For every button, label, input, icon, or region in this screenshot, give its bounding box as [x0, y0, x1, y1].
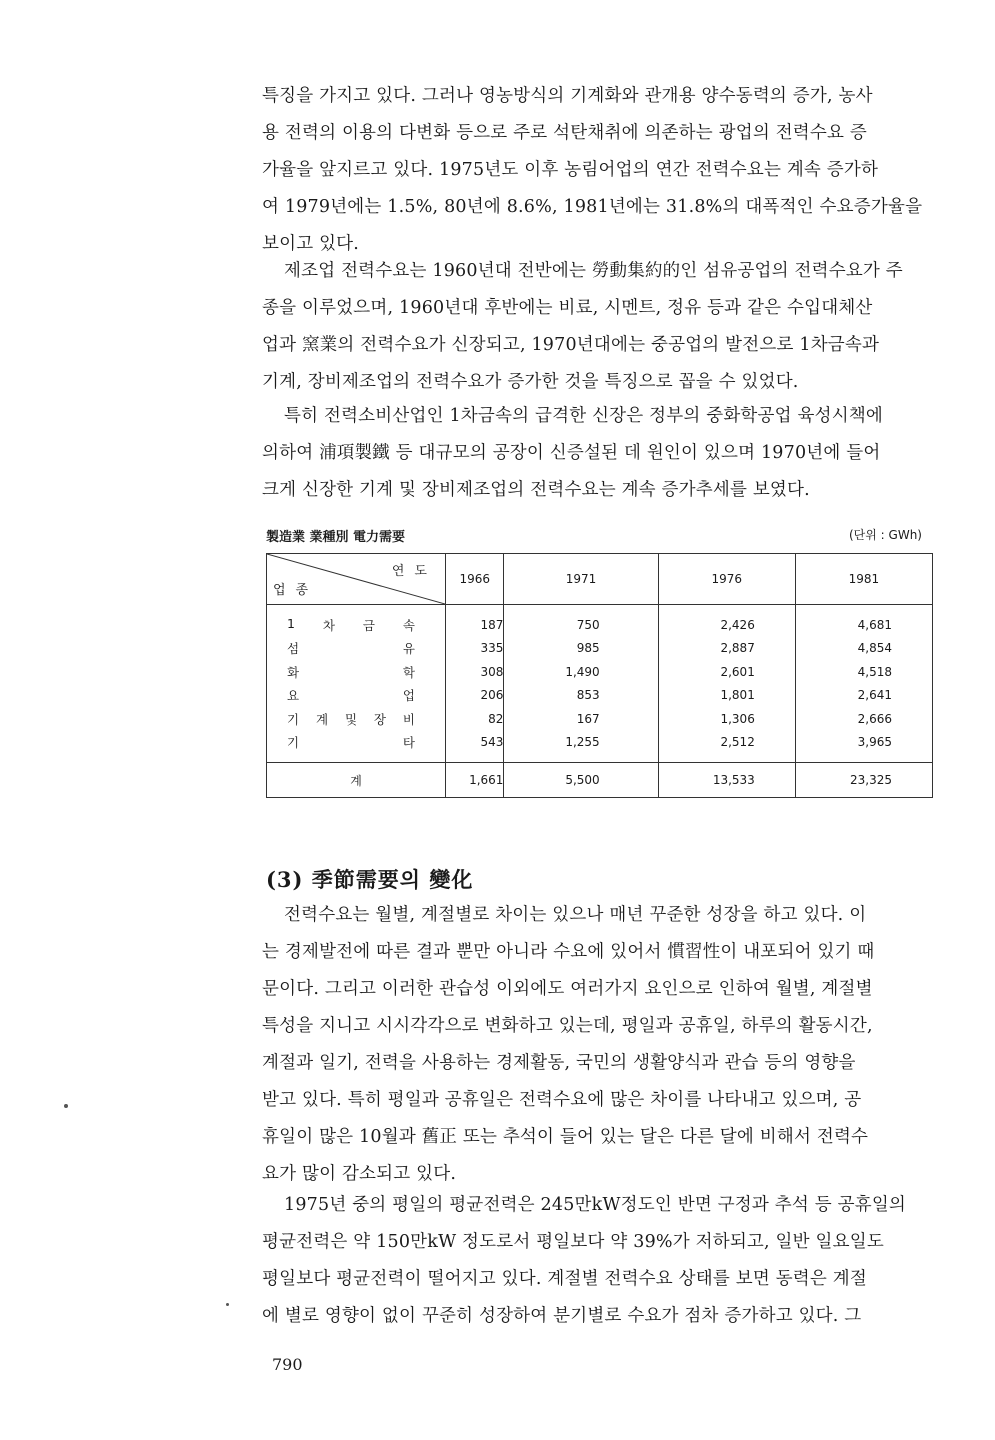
value-cell: 4,518 [795, 660, 932, 684]
text-line: 는 경제발전에 따른 결과 뿐만 아니라 수요에 있어서 慣習性이 내포되어 있기 때 [262, 942, 875, 962]
table-caption [266, 524, 932, 546]
power-demand-table [266, 553, 933, 798]
text-line: 여 1979년에는 1.5%, 80년에 8.6%, 1981년에는 31.8%의 대폭적인 수요증가율을 [262, 197, 923, 217]
total-cell: 13,533 [658, 763, 795, 798]
text-line: 에 별로 영향이 없이 꾸준히 성장하여 분기별로 수요가 점차 증가하고 있다. 그 [262, 1306, 862, 1326]
industry-label [267, 639, 445, 657]
paragraph-agriculture [262, 78, 938, 263]
page-number: 790 [272, 1355, 303, 1374]
label-char: 및 [344, 711, 358, 727]
table-row [267, 731, 933, 763]
label-char: 섬 [287, 641, 300, 657]
text-line: 1975년 중의 평일의 평균전력은 245만kW정도인 반면 구정과 추석 등 공휴일의 [284, 1195, 907, 1215]
industry-label [267, 616, 445, 634]
value-cell: 4,854 [795, 637, 932, 661]
text-line: 특성을 지니고 시시각각으로 변화하고 있는데, 평일과 공휴일, 하루의 활동시간, [262, 1016, 873, 1036]
text-line: 전력수요는 월별, 계절별로 차이는 있으나 매년 꾸준한 성장을 하고 있다. 이 [284, 905, 867, 925]
paragraph-1975 [262, 1187, 938, 1335]
corner-industry-label: 업종 [273, 583, 319, 598]
text-line: 받고 있다. 특히 평일과 공휴일은 전력수요에 많은 차이를 나타내고 있으며, 공 [262, 1090, 862, 1110]
value-cell: 2,666 [795, 707, 932, 731]
text-line: 종을 이루었으며, 1960년대 후반에는 비료, 시멘트, 정유 등과 같은 수입대체산 [262, 298, 873, 318]
industry-label-cell [267, 731, 446, 763]
text-line: 크게 신장한 기계 및 장비제조업의 전력수요는 계속 증가추세를 보였다. [262, 480, 810, 500]
text-line: 요가 많이 감소되고 있다. [262, 1164, 457, 1184]
industry-label-cell [267, 660, 446, 684]
scan-speck [64, 1104, 68, 1108]
value-cell: 2,641 [795, 684, 932, 708]
scan-speck [226, 1303, 229, 1306]
text-line: 계절과 일기, 전력을 사용하는 경제활동, 국민의 생활양식과 관습 등의 영향을 [262, 1053, 856, 1073]
value-cell: 187 [446, 605, 504, 637]
value-cell: 2,601 [658, 660, 795, 684]
label-char: 비 [402, 711, 415, 727]
value-cell: 206 [446, 684, 504, 708]
total-cell: 1,661 [446, 763, 504, 798]
value-cell: 335 [446, 637, 504, 661]
text-line: 의하여 浦項製鐵 등 대규모의 공장이 신증설된 데 원인이 있으며 1970년에 들어 [262, 443, 881, 463]
year-header: 1981 [795, 554, 932, 605]
table-title: 製造業 業種別 電力需要 [266, 530, 406, 545]
table-header-row [267, 554, 933, 605]
label-char: 계 [315, 711, 329, 727]
value-cell: 543 [446, 731, 504, 763]
value-cell: 2,887 [658, 637, 795, 661]
text-line: 문이다. 그리고 이러한 관습성 이외에도 여러가지 요인으로 인하여 월별, 계절별 [262, 979, 873, 999]
label-char: 요 [287, 688, 300, 704]
table-row [267, 707, 933, 731]
value-cell: 4,681 [795, 605, 932, 637]
value-cell: 750 [504, 605, 658, 637]
value-cell: 1,490 [504, 660, 658, 684]
diagonal-header [267, 554, 445, 604]
label-char: 기 [287, 711, 300, 727]
text-line: 가율을 앞지르고 있다. 1975년도 이후 농림어업의 연간 전력수요는 계속 증가하 [262, 160, 879, 180]
corner-header-cell [267, 554, 446, 605]
industry-label [267, 733, 445, 751]
industry-label-cell [267, 684, 446, 708]
value-cell: 1,306 [658, 707, 795, 731]
industry-label [267, 663, 445, 681]
text-line: 평균전력은 약 150만kW 정도로서 평일보다 약 39%가 저하되고, 일반 일요일도 [262, 1232, 884, 1252]
value-cell: 853 [504, 684, 658, 708]
label-char: 기 [287, 735, 300, 751]
value-cell: 1,255 [504, 731, 658, 763]
corner-year-label: 연도 [391, 564, 437, 579]
label-char: 업 [402, 688, 415, 704]
table-body [267, 605, 933, 763]
industry-label-cell [267, 637, 446, 661]
table-row [267, 684, 933, 708]
value-cell: 985 [504, 637, 658, 661]
label-char: 화 [287, 664, 300, 680]
label-char: 금 [362, 617, 375, 633]
text-line: 용 전력의 이용의 다변화 등으로 주로 석탄채취에 의존하는 광업의 전력수요 증 [262, 123, 867, 143]
total-cell: 23,325 [795, 763, 932, 798]
label-char: 1 [287, 615, 295, 631]
text-line: 휴일이 많은 10월과 舊正 또는 추석이 들어 있는 달은 다른 달에 비해서 전력수 [262, 1127, 869, 1147]
table-row [267, 660, 933, 684]
industry-label [267, 710, 445, 728]
value-cell: 308 [446, 660, 504, 684]
section-heading: (3) 季節需要의 變化 [266, 867, 474, 892]
text-line: 제조업 전력수요는 1960년대 전반에는 勞動集約的인 섬유공업의 전력수요가 주 [284, 261, 903, 281]
industry-label-cell [267, 707, 446, 731]
label-char: 타 [402, 735, 415, 751]
year-header: 1971 [504, 554, 658, 605]
text-line: 보이고 있다. [262, 234, 360, 254]
value-cell: 3,965 [795, 731, 932, 763]
value-cell: 82 [446, 707, 504, 731]
year-header: 1976 [658, 554, 795, 605]
total-cell: 5,500 [504, 763, 658, 798]
label-char: 장 [373, 711, 386, 727]
value-cell: 2,512 [658, 731, 795, 763]
text-line: 평일보다 평균전력이 떨어지고 있다. 계절별 전력수요 상태를 보면 동력은 계절 [262, 1269, 867, 1289]
industry-label-cell [267, 605, 446, 637]
total-label: 계 [267, 763, 446, 798]
paragraph-primary-metals [262, 398, 938, 509]
text-line: 업과 窯業의 전력수요가 신장되고, 1970년대에는 중공업의 발전으로 1차금속과 [262, 335, 880, 355]
label-char: 속 [402, 617, 415, 633]
text-line: 특히 전력소비산업인 1차금속의 급격한 신장은 정부의 중화학공업 육성시책에 [284, 406, 884, 426]
industry-label [267, 686, 445, 704]
value-cell: 167 [504, 707, 658, 731]
table-row [267, 605, 933, 637]
paragraph-seasonal [262, 897, 938, 1193]
label-char: 유 [402, 641, 415, 657]
text-line: 특징을 가지고 있다. 그러나 영농방식의 기계화와 관개용 양수동력의 증가, 농사 [262, 86, 873, 106]
table-row [267, 637, 933, 661]
label-char: 차 [322, 617, 335, 633]
total-row [267, 763, 933, 798]
text-line: 기계, 장비제조업의 전력수요가 증가한 것을 특징으로 꼽을 수 있었다. [262, 372, 799, 392]
paragraph-manufacturing [262, 253, 938, 401]
year-header: 1966 [446, 554, 504, 605]
value-cell: 1,801 [658, 684, 795, 708]
label-char: 학 [402, 664, 415, 680]
value-cell: 2,426 [658, 605, 795, 637]
table-unit: (단위 : GWh) [849, 528, 922, 542]
